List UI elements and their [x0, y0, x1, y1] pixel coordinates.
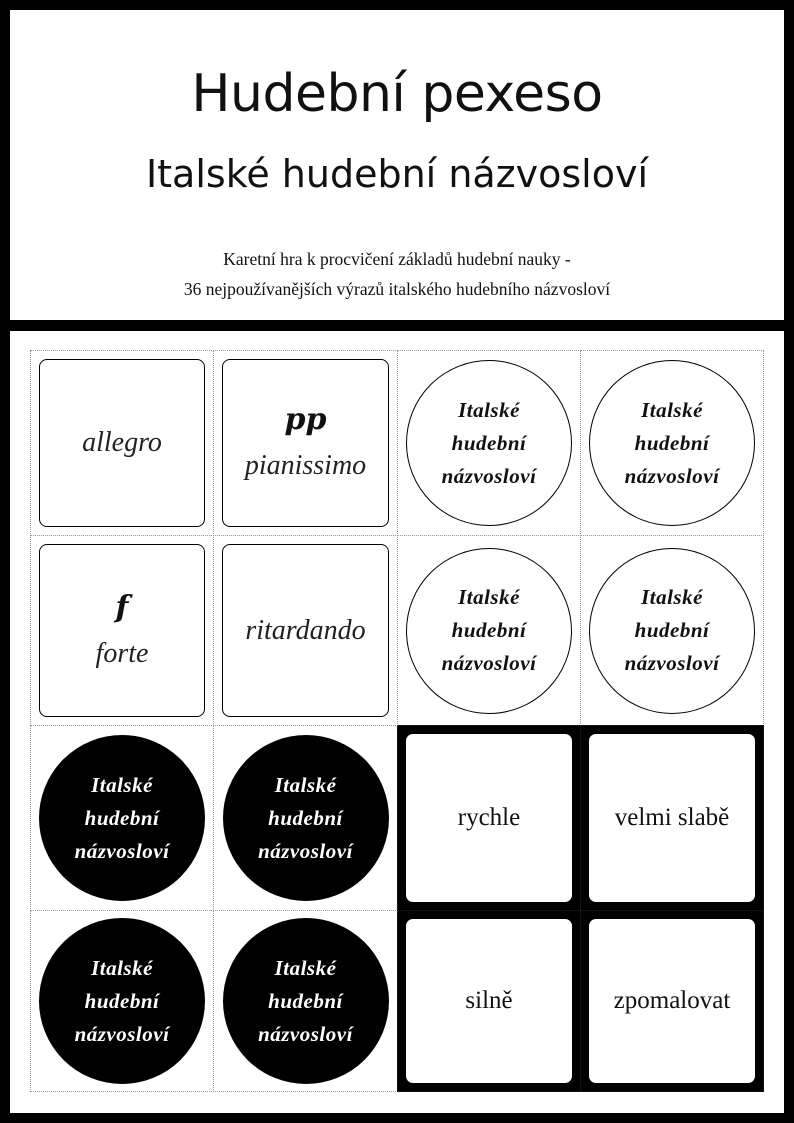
card-back-line-2: hudební	[634, 618, 710, 642]
term-card-pianissimo[interactable]	[222, 359, 389, 527]
card-back-line-2: hudební	[268, 988, 343, 1013]
cell-zpomalovat	[580, 910, 764, 1092]
card-back-circle[interactable]	[589, 360, 755, 526]
card-back-line-2: hudební	[634, 430, 710, 455]
card-back-line-2: hudební	[268, 805, 343, 830]
card-back-circle[interactable]	[406, 548, 572, 714]
title-panel	[10, 10, 784, 320]
card-back-line-3: názvosloví	[624, 651, 720, 675]
cell-silne	[397, 910, 581, 1092]
cell-card-back-dark	[213, 725, 398, 911]
meaning-card-velmi-slabe[interactable]	[589, 734, 755, 902]
card-back-circle-black[interactable]	[223, 735, 389, 901]
cell-forte	[30, 535, 214, 726]
meaning-label: silně	[465, 987, 513, 1014]
card-back-line-2: hudební	[84, 805, 160, 830]
card-back-circle-black[interactable]	[39, 918, 205, 1084]
cell-rychle	[397, 725, 581, 911]
term-label: pianissimo	[244, 450, 367, 481]
card-back-line-2: hudební	[451, 430, 527, 455]
cell-card-back-dark	[30, 910, 214, 1092]
cell-allegro	[30, 350, 214, 536]
card-sheet	[10, 331, 784, 1113]
card-back-line-1: Italské	[458, 397, 520, 422]
cell-card-back	[580, 535, 764, 726]
meaning-card-silne[interactable]	[406, 919, 572, 1083]
cell-card-back-dark	[213, 910, 398, 1092]
card-back-line-1: Italské	[274, 772, 337, 797]
cell-ritardando	[213, 535, 398, 726]
card-back-line-3: názvosloví	[74, 838, 170, 863]
term-label: ritardando	[245, 614, 366, 646]
term-label: forte	[95, 637, 149, 669]
term-label: allegro	[82, 427, 162, 458]
card-back-line-1: Italské	[274, 955, 337, 980]
cell-velmi-slabe	[580, 725, 764, 911]
cell-pianissimo	[213, 350, 398, 536]
cell-card-back	[397, 535, 581, 726]
card-back-line-3: názvosloví	[624, 463, 720, 488]
card-back-line-1: Italské	[641, 585, 703, 609]
description	[10, 244, 784, 304]
card-back-line-1: Italské	[641, 397, 703, 422]
meaning-label: rychle	[457, 804, 521, 831]
card-back-circle[interactable]	[406, 360, 572, 526]
card-back-circle-black[interactable]	[39, 735, 205, 901]
card-back-line-1: Italské	[91, 772, 153, 797]
page-title: Hudební pexeso	[191, 64, 603, 124]
description-line-2: 36 nejpoužívanějších výrazů italského hudebního názvosloví	[183, 279, 611, 299]
card-back-line-3: názvosloví	[441, 651, 537, 675]
dynamic-symbol-pp: pp	[284, 402, 327, 437]
card-back-line-3: názvosloví	[441, 463, 537, 488]
card-back-line-1: Italské	[91, 955, 153, 980]
term-card-ritardando[interactable]	[222, 544, 389, 717]
cell-card-back	[397, 350, 581, 536]
page-subtitle: Italské hudební názvosloví	[145, 152, 649, 196]
card-back-line-1: Italské	[458, 585, 520, 609]
card-back-line-3: názvosloví	[258, 838, 353, 863]
card-back-line-2: hudební	[451, 618, 527, 642]
meaning-card-rychle[interactable]	[406, 734, 572, 902]
meaning-label: velmi slabě	[614, 804, 730, 831]
card-back-circle[interactable]	[589, 548, 755, 714]
card-back-line-3: názvosloví	[74, 1021, 170, 1046]
dynamic-symbol-f: f	[115, 589, 129, 625]
cell-card-back-dark	[30, 725, 214, 911]
description-line-1: Karetní hra k procvičení základů hudební nauky -	[223, 249, 571, 269]
meaning-label: zpomalovat	[613, 987, 731, 1014]
term-card-forte[interactable]	[39, 544, 205, 717]
card-back-line-3: názvosloví	[258, 1021, 353, 1046]
card-back-circle-black[interactable]	[223, 918, 389, 1084]
cell-card-back	[580, 350, 764, 536]
card-back-line-2: hudební	[84, 988, 160, 1013]
term-card-allegro[interactable]	[39, 359, 205, 527]
meaning-card-zpomalovat[interactable]	[589, 919, 755, 1083]
